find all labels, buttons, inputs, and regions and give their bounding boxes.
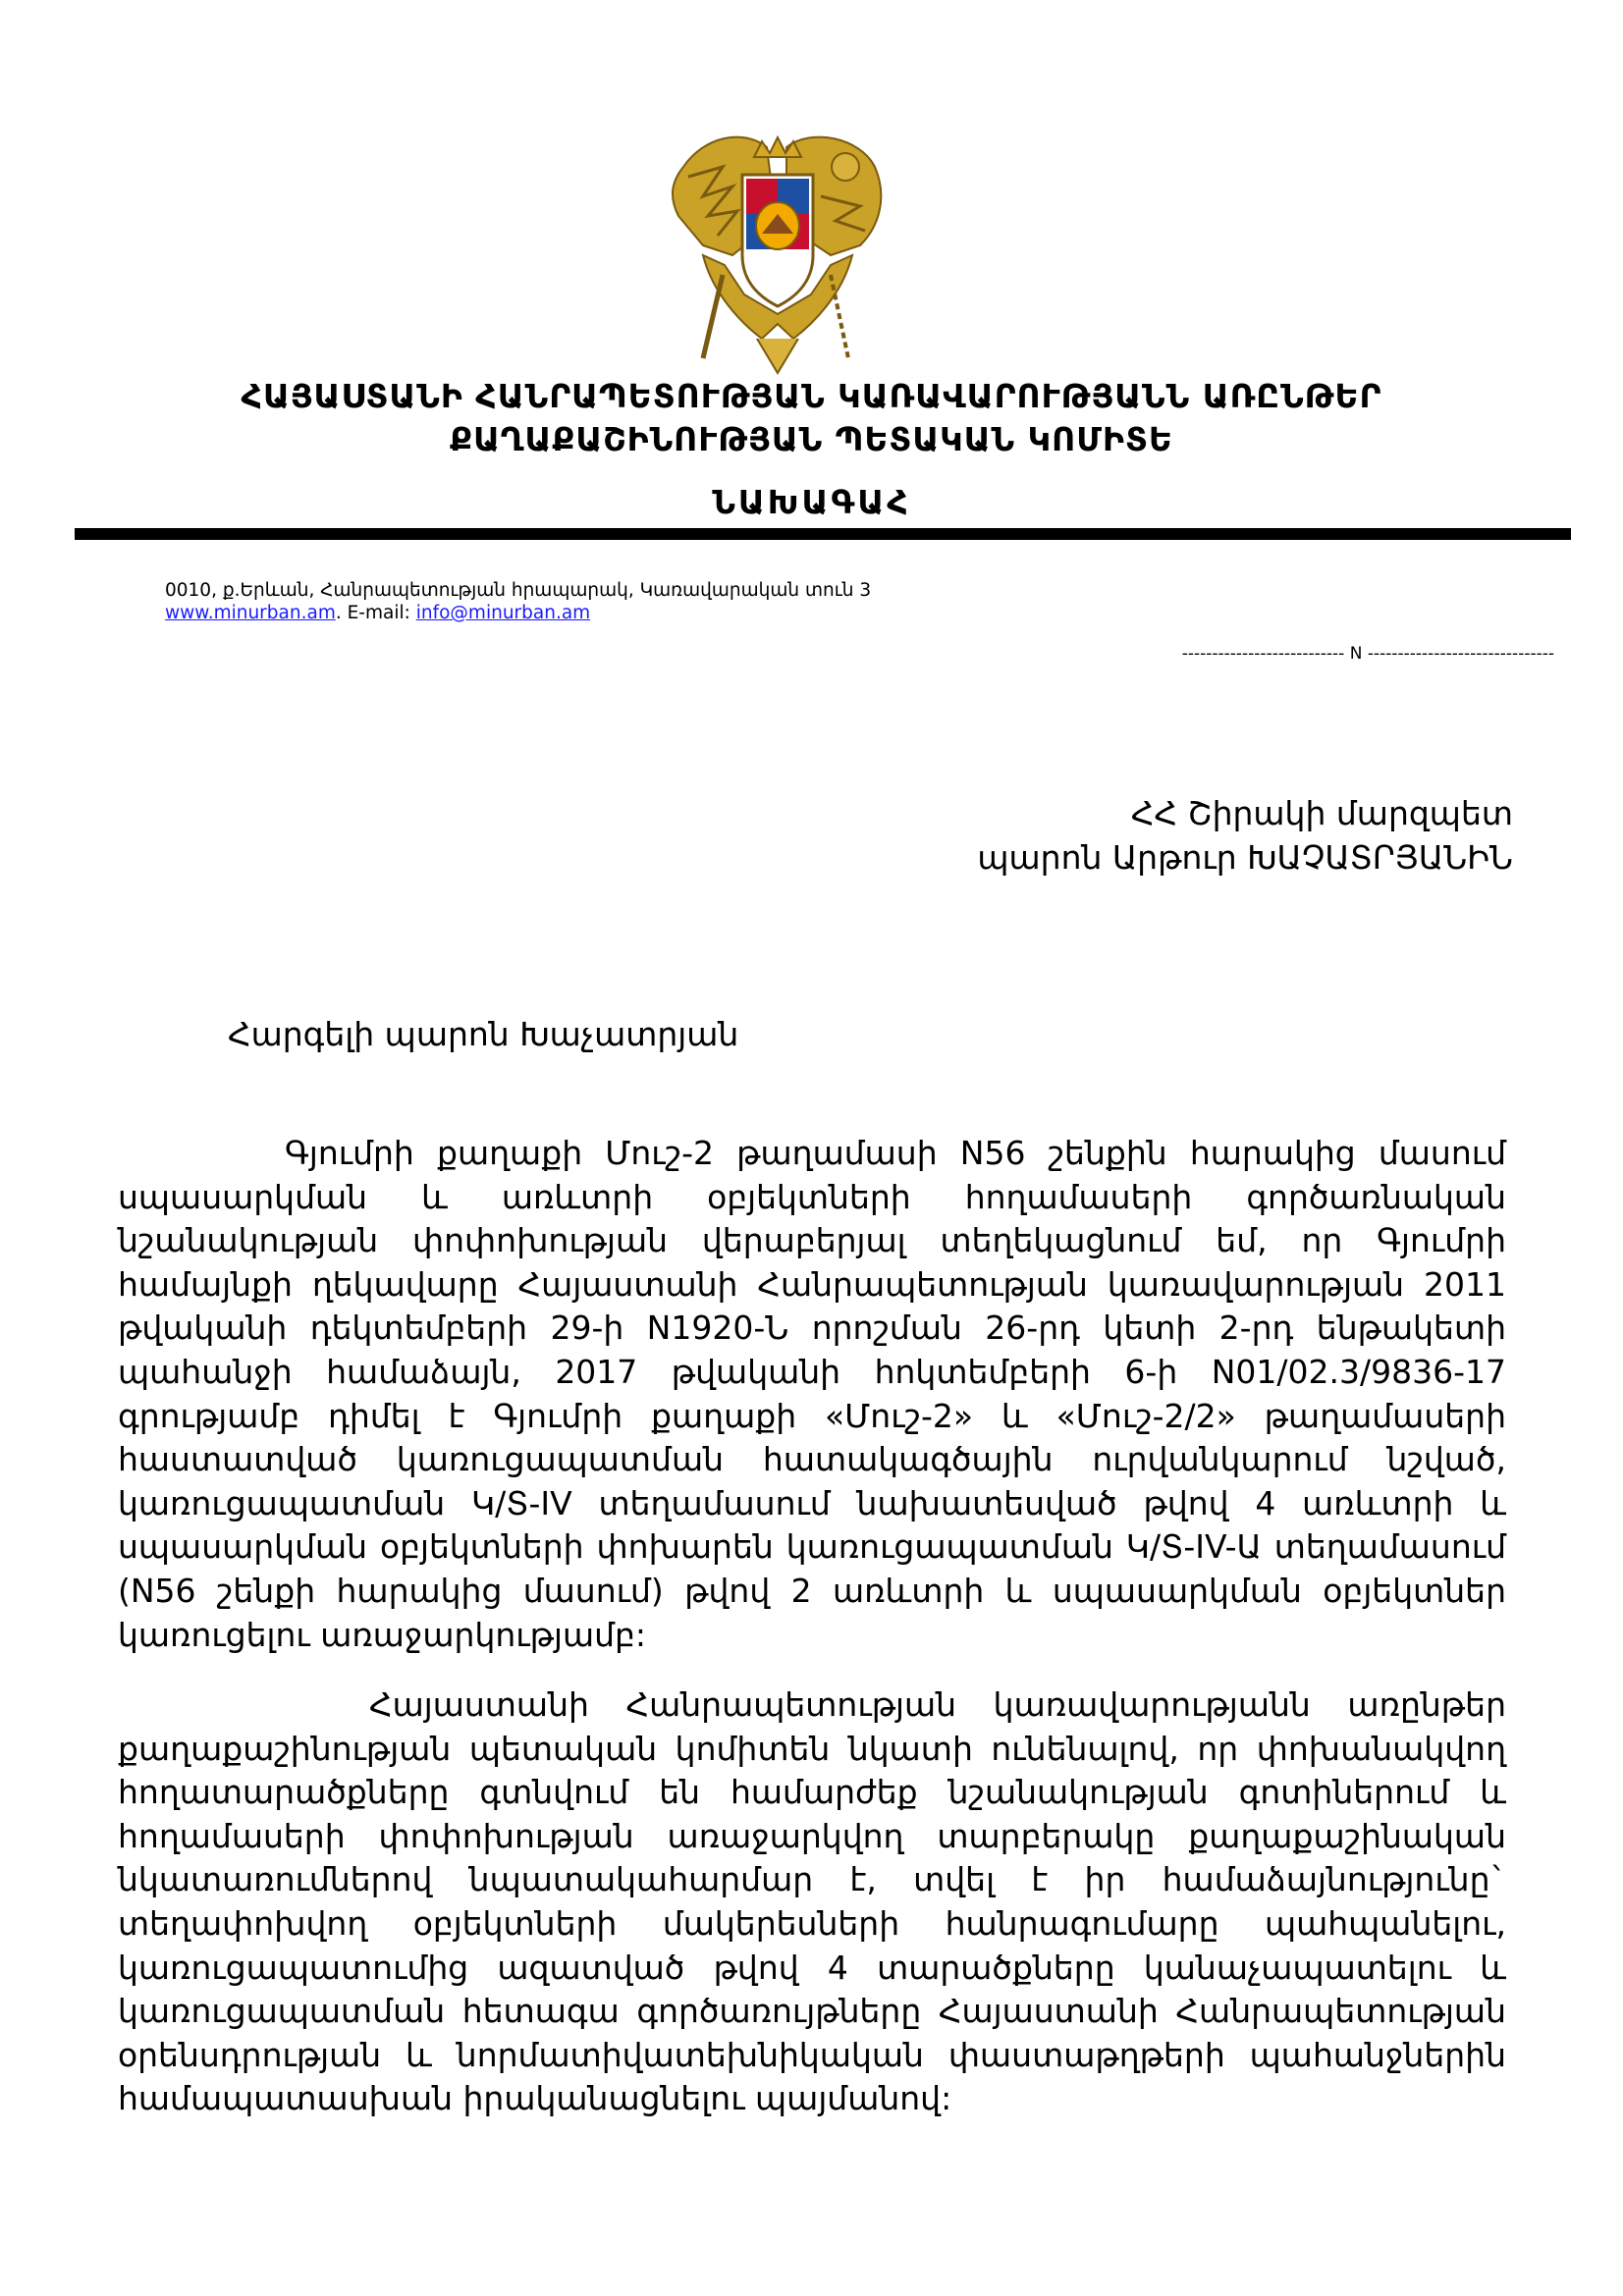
email-link[interactable]: info@minurban.am [415,603,591,623]
recipient-name: պարոն Արթուր ԽԱՉԱՏՐՅԱՆԻՆ [977,838,1513,877]
contact-address: 0010, ք.Երևան, Հանրապետության հրապարակ, Կառավարական տուն 3 [165,580,872,601]
body-paragraph-2: Հայաստանի Հանրապետության կառավարությանն առընթեր քաղաքաշինության պետական կոմիտեն նկատի ունենալով, որ փոխանակվող հողատարածքները գտնվում են համարժեք նշանակության գոտիներում և հողամասերի փոփոխության առաջարկվող տարբերակը քաղաքաշինական նկատառումներով նպատակահարմար է, տվել է իր համաձայնությունը` տեղափոխվող օբյեկտների մակերեսների հանրագումարը պահպանելու, կառուցապատումից ազատված թվով 4 տարածքները կանաչապատելու և կառուցապատման հետագա գործառույթները Հայաստանի Հանրապետության օրենսդրության և նորմատիվատեխնիկական փաստաթղթերի պահանջներին համապատասխան իրականացնելու պայմանով: [118,1685,1506,2118]
contact-separator: . E-mail: [335,603,416,623]
contact-block [165,579,871,624]
header-divider [75,528,1571,540]
salutation: Հարգելի պարոն Խաչատրյան [228,1015,739,1053]
contact-links [165,602,871,624]
website-link[interactable]: www.minurban.am [165,603,336,623]
recipient-title: ՀՀ Շիրակի մարզպետ [1130,794,1513,832]
header-chairman-title: ՆԱԽԱԳԱՀ [712,483,911,521]
body-paragraph-1: Գյումրի քաղաքի Մուշ-2 թաղամասի N56 շենքին հարակից մասում սպասարկման և առևտրի օբյեկտների հողամասերի գործառնական նշանակության փոփոխության վերաբերյալ տեղեկացնում եմ, որ Գյումրի համայնքի ղեկավարը Հայաստանի Հանրապետության կառավարության 2011 թվականի դեկտեմբերի 29-ի N1920-Ն որոշման 26-րդ կետի 2-րդ ենթակետի պահանջի համաձայն, 2017 թվականի հոկտեմբերի 6-ի N01/02.3/9836-17 գրությամբ դիմել է Գյումրի քաղաքի «Մուշ-2» և «Մուշ-2/2» թաղամասերի հաստատված կառուցապատման հատակագծային ուրվանկարում նշված, կառուցապատման Կ/Տ-IV տեղամասում նախատեսված թվով 4 առևտրի և սպասարկման օբյեկտների փոխարեն կառուցապատման Կ/Տ-IV-Ա տեղամասում (N56 շենքի հարակից մասում) թվով 2 առևտրի և սպասարկման օբյեկտներ կառուցելու առաջարկությամբ: [118,1134,1506,1654]
header-ministry-name-line2: ՔԱՂԱՔԱՇԻՆՈՒԹՅԱՆ ՊԵՏԱԿԱՆ ԿՈՄԻՏԵ [450,420,1173,458]
document-number-line: --------------------------- N ------------------------------- [1181,644,1554,664]
header-ministry-name-line1: ՀԱՅԱՍՏԱՆԻ ՀԱՆՐԱՊԵՏՈՒԹՅԱՆ ԿԱՌԱՎԱՐՈՒԹՅԱՆՆ ԱՌԸՆԹԵՐ [241,377,1382,415]
recipient-block [977,791,1513,880]
coat-of-arms-emblem [664,128,892,375]
